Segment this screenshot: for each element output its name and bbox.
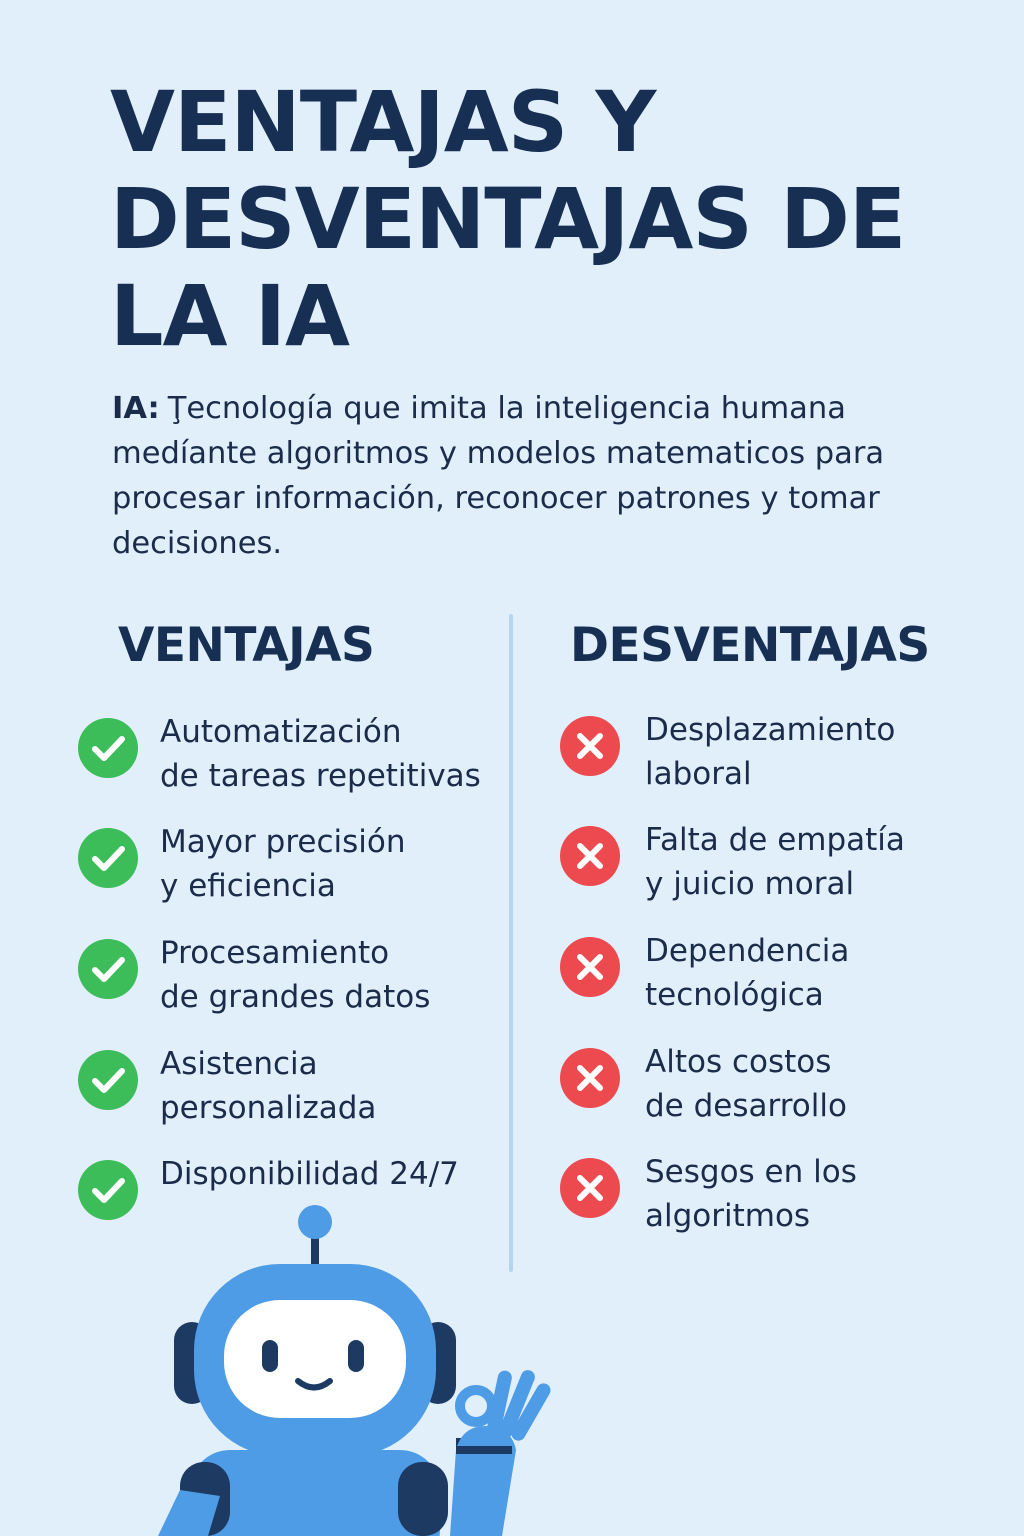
advantage-text [160, 1152, 459, 1196]
cross-icon [560, 826, 620, 886]
page-title [110, 74, 970, 365]
title-line-3: LA IA [110, 267, 350, 365]
disadvantage-text [645, 929, 849, 1017]
column-divider [509, 614, 513, 1272]
disadvantage-line-2: y juicio moral [645, 866, 855, 902]
robot-head [194, 1264, 436, 1456]
robot-body [158, 1450, 448, 1536]
title-line-1: VENTAJAS Y [110, 73, 656, 171]
advantage-text [160, 931, 430, 1019]
advantage-text [160, 820, 406, 908]
advantage-line-2: y eficiencia [160, 868, 336, 904]
disadvantage-text [645, 1150, 857, 1238]
check-icon [78, 828, 138, 888]
advantages-heading: VENTAJAS [118, 618, 375, 673]
disadvantage-line-1: Desplazamiento [645, 712, 896, 748]
advantage-text [160, 710, 481, 798]
advantage-text [160, 1042, 376, 1130]
cross-icon [560, 716, 620, 776]
check-icon [78, 939, 138, 999]
check-icon [78, 718, 138, 778]
disadvantage-line-2: de desarrollo [645, 1088, 847, 1124]
advantage-line-1: Asistencia [160, 1046, 318, 1082]
disadvantage-line-2: algoritmos [645, 1198, 811, 1234]
advantage-line-2: personalizada [160, 1090, 377, 1126]
robot-illustration [150, 1200, 570, 1536]
cross-icon [560, 937, 620, 997]
disadvantage-line-2: laboral [645, 756, 752, 792]
definition-text: Ţecnología que imita la inteligencia humana medíante algoritmos y modelos matematicos para procesar información, reconocer patrones y tomar decisiones. [112, 391, 885, 561]
robot-ok-hand-icon [450, 1368, 553, 1536]
disadvantage-line-2: tecnológica [645, 977, 824, 1013]
definition-paragraph [112, 386, 972, 566]
disadvantage-line-1: Dependencia [645, 933, 850, 969]
disadvantage-text [645, 1040, 847, 1128]
title-line-2: DESVENTAJAS DE [110, 170, 906, 268]
advantage-line-2: de tareas repetitivas [160, 758, 481, 794]
disadvantage-text [645, 708, 895, 796]
advantage-line-1: Disponibilidad 24/7 [160, 1156, 459, 1192]
advantage-line-1: Automatización [160, 714, 402, 750]
advantage-line-2: de grandes datos [160, 979, 431, 1015]
advantage-line-1: Procesamiento [160, 935, 390, 971]
check-icon [78, 1160, 138, 1220]
disadvantages-heading: DESVENTAJAS [570, 618, 930, 673]
advantage-line-1: Mayor precisión [160, 824, 406, 860]
check-icon [78, 1050, 138, 1110]
robot-antenna [298, 1205, 332, 1268]
disadvantage-text [645, 818, 905, 906]
disadvantage-line-1: Sesgos en los [645, 1154, 857, 1190]
cross-icon [560, 1048, 620, 1108]
disadvantage-line-1: Altos costos [645, 1044, 832, 1080]
definition-label: IA: [112, 391, 160, 426]
disadvantage-line-1: Falta de empatía [645, 822, 905, 858]
